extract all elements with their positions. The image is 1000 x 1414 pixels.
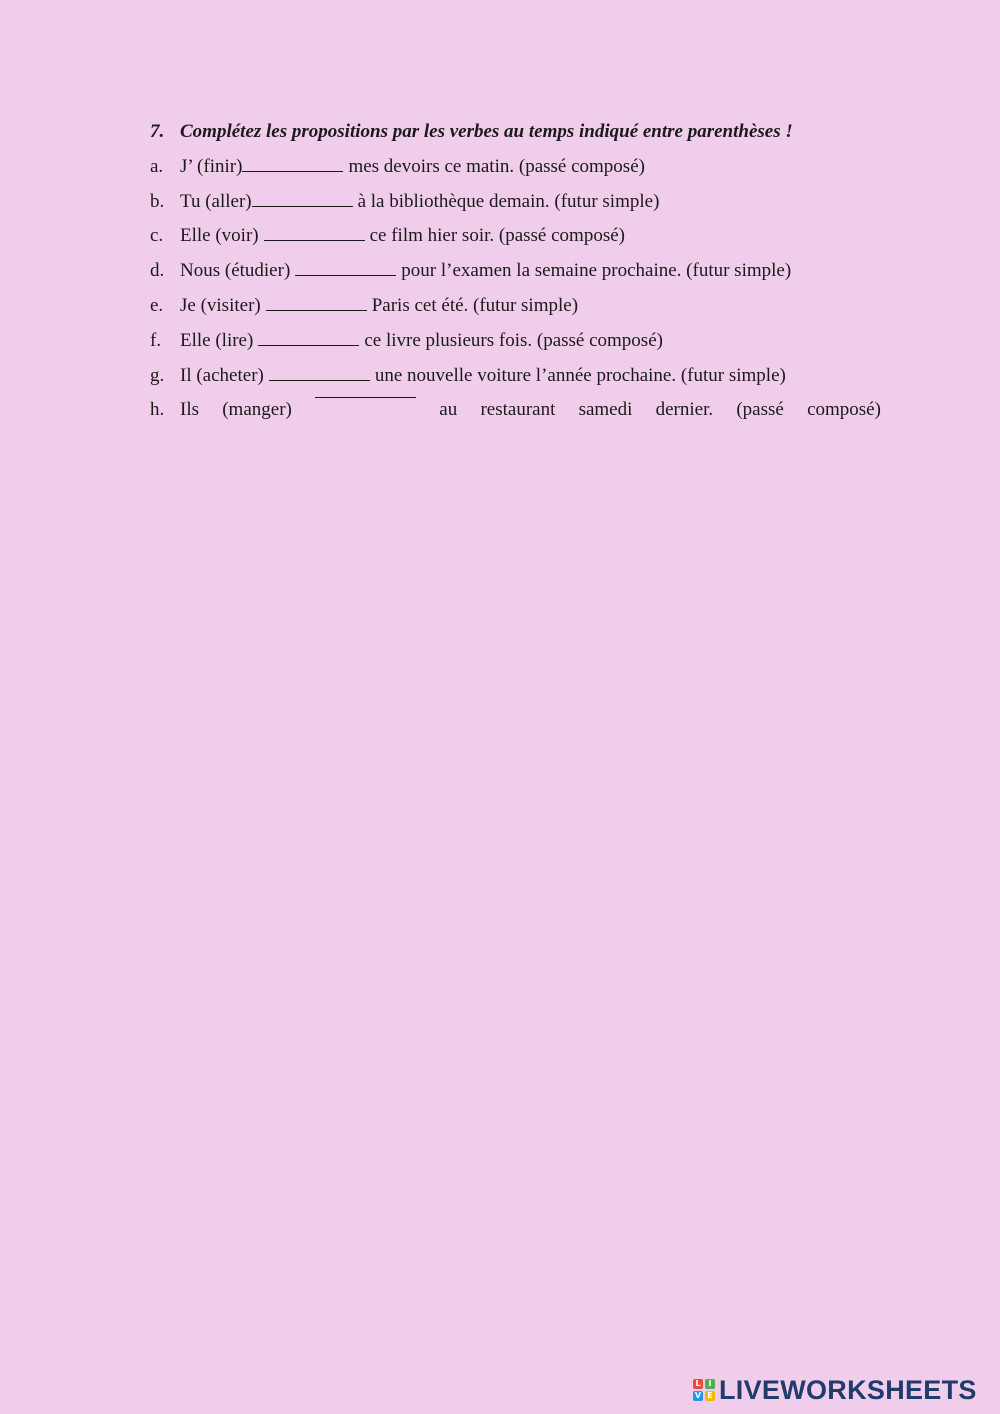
item-e <box>150 292 881 327</box>
liveworksheets-logo <box>693 1376 977 1404</box>
logo-tile: I <box>705 1379 715 1389</box>
item-prompt: Il (acheter) <box>180 364 264 386</box>
item-rest: à la bibliothèque demain. (futur simple) <box>357 190 660 212</box>
item-rest: mes devoirs ce matin. (passé composé) <box>348 155 645 177</box>
item-word: (manger) <box>222 399 292 421</box>
worksheet <box>150 118 881 431</box>
logo-tile: V <box>694 1391 702 1400</box>
answer-blank[interactable] <box>266 309 367 311</box>
item-marker: h. <box>150 399 165 421</box>
item-prompt: Je (visiter) <box>180 294 261 316</box>
item-rest: Paris cet été. (futur simple) <box>371 294 579 316</box>
item-word: Ils <box>180 399 199 421</box>
item-prompt: Elle (lire) <box>180 329 254 351</box>
item-word: au <box>439 399 458 421</box>
item-rest: ce livre plusieurs fois. (passé composé) <box>364 329 663 351</box>
liveworksheets-logo-icon <box>693 1379 715 1401</box>
logo-tile: L <box>693 1379 703 1389</box>
exercise-number: 7. <box>150 121 165 142</box>
item-word: dernier. <box>655 399 714 421</box>
item-b <box>150 188 881 223</box>
item-rest: pour l’examen la semaine prochaine. (futur simple) <box>401 260 792 282</box>
item-marker: f. <box>150 329 162 351</box>
item-prompt: Tu (aller) <box>180 190 252 212</box>
item-marker: e. <box>150 294 164 316</box>
item-word: samedi <box>578 399 633 421</box>
item-h <box>150 396 881 431</box>
item-g <box>150 362 881 397</box>
instruction-line <box>150 118 881 153</box>
answer-blank[interactable] <box>269 379 370 381</box>
item-marker: c. <box>150 225 164 247</box>
item-marker: d. <box>150 260 165 282</box>
item-rest: une nouvelle voiture l’année prochaine. (futur simple) <box>374 364 786 386</box>
item-a <box>150 153 881 188</box>
item-marker: b. <box>150 190 165 212</box>
answer-blank[interactable] <box>258 344 359 346</box>
answer-blank[interactable] <box>252 205 353 207</box>
liveworksheets-logo-text: LIVEWORKSHEETS <box>719 1374 977 1405</box>
item-marker: g. <box>150 364 165 386</box>
instruction-text: Complétez les propositions par les verbes au temps indiqué entre parenthèses ! <box>180 121 793 142</box>
item-c <box>150 222 881 257</box>
item-justified-text <box>180 396 881 423</box>
answer-blank[interactable] <box>295 274 396 276</box>
answer-blank[interactable] <box>315 396 416 398</box>
item-prompt: Nous (étudier) <box>180 260 291 282</box>
item-word: restaurant <box>480 399 556 421</box>
answer-blank[interactable] <box>242 170 343 172</box>
item-marker: a. <box>150 155 164 177</box>
item-f <box>150 327 881 362</box>
item-word: composé) <box>807 399 881 421</box>
item-prompt: J’ (finir) <box>180 155 243 177</box>
item-d <box>150 257 881 292</box>
answer-blank[interactable] <box>264 239 365 241</box>
item-rest: ce film hier soir. (passé composé) <box>369 225 625 247</box>
item-word: (passé <box>736 399 784 421</box>
logo-tile: E <box>705 1391 715 1401</box>
item-prompt: Elle (voir) <box>180 225 259 247</box>
